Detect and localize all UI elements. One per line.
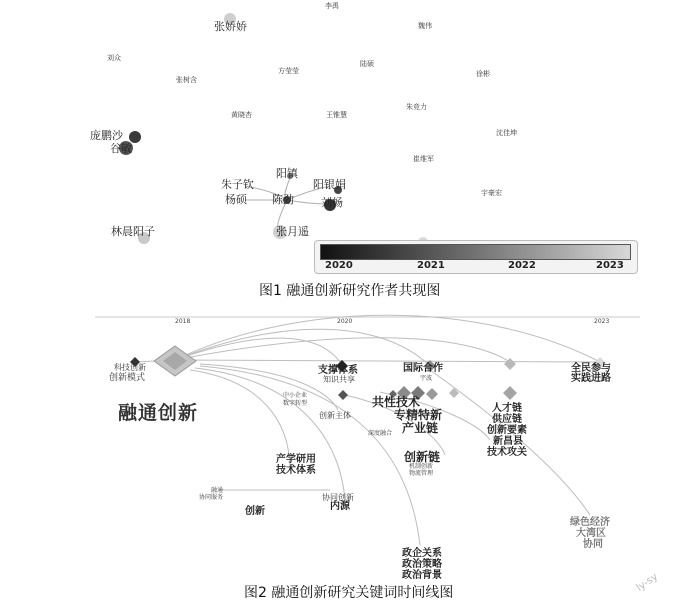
author-huang-xiaoxin: 黄晓杏 (231, 111, 252, 119)
author-xu-bin: 徐彬 (476, 70, 490, 78)
kw-zhengqi-guanxi: 政企关系 (402, 548, 442, 559)
kw-jishu-tixi: 技术体系 (276, 465, 316, 476)
author-zhang-jiaojiao: 张娇娇 (214, 20, 247, 33)
author-zhu-ziqin: 朱子钦 (221, 178, 254, 191)
author-wei-wei: 魏伟 (418, 22, 432, 30)
author-zhang-shuhan: 张树含 (176, 76, 197, 84)
kw-gongying-lian: 供应链 (492, 414, 522, 425)
arc-main-xietong (195, 368, 345, 500)
author-liu-zhong: 刘众 (107, 54, 121, 62)
author-yang-yinjuan: 阳银娟 (313, 178, 346, 191)
author-chen-jin: 陈劲 (272, 193, 294, 206)
kw-zhengzhi-beijing: 政治背景 (402, 570, 442, 581)
year-2023: 2023 (594, 318, 610, 325)
node-rencai (503, 386, 517, 400)
kw-ronghe: 融通 (211, 487, 224, 494)
kw-chuangxin-zhuti: 创新主体 (319, 411, 351, 420)
kw-chuangxin: 创新 (245, 506, 265, 517)
kw-chanxueyan-yong: 产学研用 (276, 454, 316, 465)
kw-dawanqu: 大湾区 (576, 528, 606, 539)
author-cui-weijun: 崔维军 (413, 155, 434, 163)
author-fang-yingying: 方莹莹 (278, 67, 299, 75)
kw-guoji-hezuo: 国际合作 (403, 363, 443, 374)
kw-zhicheng-tixi: 支撑体系 (318, 365, 358, 376)
kw-xietong-fuwu: 协同服务 (199, 494, 224, 501)
arc-main-quanmin (175, 315, 600, 362)
line-main-horizontal (175, 360, 600, 362)
kw-chuangxin-yaosu: 创新要素 (487, 425, 527, 436)
kw-zhishi-gongxiang: 知识共享 (323, 375, 355, 384)
author-lin-chenyangzi: 林晨阳子 (111, 225, 155, 238)
kw-xietong-chuangxin: 协同创新 (322, 493, 354, 502)
legend-year-2020: 2020 (325, 260, 353, 271)
kw-chuangxin-lian: 创新链 (404, 450, 441, 464)
kw-shuzi-zhuanxing: 数字转型 (283, 400, 308, 407)
author-pang-pengsha: 庞鹏沙 (90, 129, 123, 142)
fig2-caption: 图2 融通创新研究关键词时间线图 (244, 585, 454, 601)
kw-lvse-jingji: 绿色经济 (570, 517, 610, 528)
legend-year-2021: 2021 (417, 260, 445, 271)
author-shen-jiakun: 沈佳坤 (496, 129, 517, 137)
author-zhu-jingli: 朱竞力 (406, 103, 427, 111)
kw-shendu-ronghe: 深度融合 (368, 430, 393, 437)
year-2018: 2018 (175, 318, 191, 325)
keyword-nodes (130, 346, 606, 400)
legend-year-2023: 2023 (596, 260, 624, 271)
kw-xin-chang-xian: 新昌县 (493, 436, 523, 447)
kw-shijian-lujing: 实践进路 (571, 373, 611, 384)
legend-year-2022: 2022 (508, 260, 536, 271)
kw-rencai-lian: 人才链 (492, 403, 522, 414)
author-lu-shuo: 陆硕 (360, 60, 374, 68)
fig1-caption: 图1 融通创新研究作者共现图 (259, 283, 441, 299)
year-2020: 2020 (337, 318, 353, 325)
kw-keji-chuangxin: 科技创新 (114, 363, 146, 372)
author-yang-zhen: 阳镇 (276, 167, 298, 180)
author-yu-haohong: 宇豪宏 (481, 189, 502, 197)
arc-main-chanxueyan (190, 370, 290, 470)
kw-zhongxiao-qiye: 中小企业 (283, 392, 308, 399)
kw-zhengzhi-celue: 政治策略 (402, 559, 442, 570)
kw-wuliu-guanli: 物流管理 (409, 470, 434, 477)
watermark: ly-sy (634, 571, 661, 594)
kw-neiyuan: 内源 (330, 501, 350, 512)
kw-gongxing-jishu: 共性技术 (372, 395, 421, 409)
author-li-yu: 李禹 (325, 2, 339, 10)
kw-jishu-gongguan: 技术攻关 (487, 447, 527, 458)
kw-quanmin-canyu: 全民参与 (571, 363, 611, 374)
kw-yubo: 宇波 (420, 375, 433, 382)
kw-xietong: 协同 (583, 539, 603, 550)
node-gongxing-3 (426, 388, 438, 400)
kw-ronghe-chuangxin: 融通创新 (118, 402, 199, 424)
author-gu-min: 谷敏 (110, 142, 132, 155)
node-zhuti (338, 390, 348, 400)
kw-chanye-lian: 产业链 (402, 421, 439, 435)
kw-zhuanjing-texin: 专精特新 (394, 408, 443, 422)
arc-main-right (175, 338, 510, 362)
author-yang-shuo: 杨硕 (225, 193, 247, 206)
kw-chuangxin-moshi: 创新模式 (109, 373, 146, 383)
author-wang-zhehui: 王锥慧 (326, 111, 347, 119)
author-liu-yang: 刘畅 (321, 196, 343, 209)
author-zhang-yuejin: 张月遥 (276, 225, 309, 238)
kw-jizhi-chuangxin: 机制创新 (409, 463, 434, 470)
